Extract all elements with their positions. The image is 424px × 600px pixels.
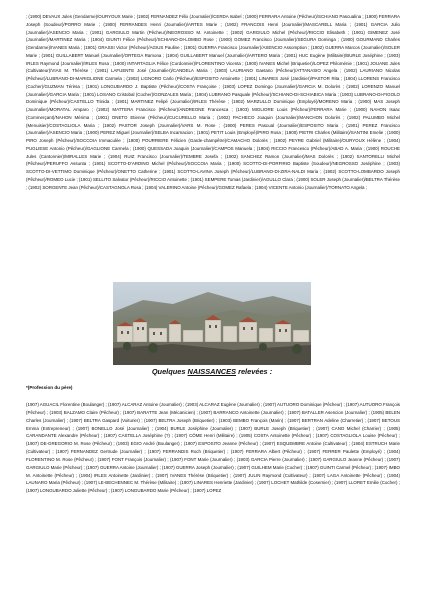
town-photo-illustration [113,282,311,365]
births-list: (1907) AGUACIL Florentine (Boulanger) ; (1907) ALCARAZ Antoine (Journalier) ; (1903) ALCARAZ Eugène (Journalier) ; (1907) AUTUORO Dominique (Pêcheur) ; (1907) AUTUORO François (Pêcheur) ; (1903) BALZAMO Claire (Pêcheur) ; (1907) BARATTE Jean (Mécanicien) ; (1907) BARRANCO Antoinette (Journalier) ; (1907) BATALLER Asencion (Journalier) ; (1905) BELEN Charles (Journalier) ; (1907) BELTRA Gaspard (Voiturier) ; (1907) BELTRA Joseph (Briquetier) ; (1903) BEMBO François (Marin) ; (1907) BERTRAN Adeline (Charretier) ; (1907) BETOUS Emma (Entrepreneur) ; (1907) BONELLO José (Journalier) ; (1904) BURLE Joséphine (Journalier) ; (1907) BURLE Joseph (Briquetier) ; (1907) CANO Michel (Charrier) ; (1905) CARANDANTE Alexandre (Pêcheur) ; (1907) CASTELLA Joséphine (?) ; (1907) CÔME Henri (Militaire) ; (1905) COSTA Antoinette (Pêcheur) ; (1907) COSTAGLIOLA Louise (Pêcheur) ; (1907) DE-GREGORIO M. Rose (Pêcheur) ; (1903) EGIO André (Boulanger) ; (1907) ESPOSITO Jeanne (Pêcheur) ; (1907) ESQUEMBRE Antoine (Cultivateur) ; (1904) ESTRUCH Marie (Cultivateur) ; (1907) FERNANDEZ Gertrude (Journalier) ; (1907) FERRANDIS Roch (Briquetier) ; (1907) FERRARA Albert (Pêcheur) ; (1907) FERRER Paulette (Employé) ; (1904) FLORENTINO M. Rose (Pêcheur) ; (1907) FONT François (Journalier) ; (1907) FONT Marie (Journalier) ; (1903) GARCIA Pierre (Journalier) ; (1907) GARGIULO Jeanne (Pêcheur) ; (1907) GARGIULO Marie (Pêcheur) ; (1907) GUERRA Antoine (Journalier) ; (1907) GUERRA Joseph (Journalier) ; (1907) GUILHEM Marie (Cocher) ; (1907) GUINTI Carmel (Pêcheur) ; (1907) IMBO M. Antoinette (Pêcheur) ; (1904) IRLES Antoinette (Jardinier) ; (1907) IVANES Thérèse (Briquetier) ; (1907) JULIN Raymond (Cultivateur) ; (1907) LAGA Antoinette (Pêcheur) ; (1904) LAUNARO Maria (Pêcheur) ; (1907) LE-BECHENNEC M. Thérèse (Militaire) ; (1907) LINARES Henriette (Jardinier) ; (1907) LOCHET Mathilde (Cosernier) ; (1907) LLORET Emilie (Cocher) ; (1907) LONGUBARDO Juliette (Pêcheur) ; (1907) LONGUBARDO Marie (Pêcheur) ; (1907) LOPEZ [26,402,400,494]
heading-suffix: relevées : [236,367,273,376]
heading-prefix: Quelques [151,367,188,376]
town-photo [113,282,311,365]
births-heading [0,367,424,376]
heading-keyword: NAISSANCES [187,367,237,376]
profession-note: *(Profession du père) [26,385,73,390]
marriages-list: ; (1900) DEVAUX Jules (Gendarme)/OURYOUX Marie ; (1902) FERNANDEZ Félix (Journalier)/CERDA Isabel ; (1900) FERRARA Antoine (Pêcheur)/SCHIANO Pascualina ; (1900) FERRARA Joseph (Soudeur)/PORRO Marie ; (1900) FERRANDES Henri (Journalier)/ARTES Marie ; (1902) FRANCOIS Henri (Journalier)/MASCARELL Maria ; (1901) GARCIA Julio (Journalier)/ASENCIO Maria ; (1901) GARGIULO Martin (Pêcheur)/NEGROSSO M. Antoinette ; (1902) GARGIULO Michel (Pêcheur)/RICCIO Elisabeth ; (1901) GIMENEZ José (Journalier)/MARTINEZ Maria ; (1904) GIUNTI Félice (Pêcheur)/SCHIANO-DI-LOMBO Rose ; (1900) GOMEZ Francisco (Journalier)/SEGURA Dominga ; (1900) GOURMAND Charles (Gendarme)/IVANES Maria ; (1901) GRASSI Victor (Pêcheur)/AGIUS Pauline ; (1901) GUERRA Francisco (Journalier)/ASENCIO Assomption ; (1902) GUERRA Marcos (Journalier)/SOLER Marie ; (1901) GUILLABERT Manuel (Journalier)/ORTEGA Ramona ; (1904) GUILLABERT Manuel (Journalier)/ARTERO Maria ; (1901) HUC Eugène (Militaire)/BURLE Joséphine ; (1903) IRLES Raymond (Journalier)/IRLES Rosa ; (1900) INTARTAGLIA Félice (Cordonnier)/FLORENTINO Vicenta ; (1900) IVANES Michel (Briquetier)/LOPEZ Philoménie ; (1901) JOUANE Jules (Cultivateur)/VIAS M. Thérèse ; (1901) LAFUENTE José (Journalier)/CANDELA Maria ; (1903) LAURIANO Gaetano (Pêcheur)/ATTANASIO Angela ; (1902) LAURIANO Nicolas (Pêcheur)/LUBRANO-DI-MARIGLIONE Carmela ; (1902) LIGNORO Carlo (Pêcheur)/ESPOSITO Antoinette ; (1901) LINARES José (Jardinier)/PASTOR Rita ; (1904) LLORENS Francisco (Cocher)/GUZMAN Térèsa ; (1901) LONGUBARDO J. Baptiste (Pêcheur)/COSTA Françoise ; (1903) LOPEZ Domingo (Journalier)/GARCIA M. Dolorès ; (1902) LORENZO Manuel (Journalier)/GARCIA Maria ; (1901) LOSANO Cristobal (Cocher)/GONZALES Maria ; (1904) LUBRANO Pasquale (Pêcheur)/SCHIANO-DI-SCHIABICA Maria ; (1903) LUBRANO-DI-FIGOLO Dominique (Pêcheur)/CASTELLO Trinida ; (1901) MARTINEZ Felipé (Journalier)/IRLES Thérèse ; (1902) MARZULLO Dominique (Employé)/MORENO Maria ; (1900) MAS Joseph (Journalier)/MORATAL Amparo ; (1902) MATTERA Francisco (Pêcheur)/ANDREONE Francesca ; (1903) MIGLIORE Louis (Pêcheur)/FERRARA Marie ; (1900) NAHON Isaac (Commerçant)/NAHON Mérima ; (1901) ONETO Etienne (Pêcheur)/CUCURELLO Maria ; (1902) PACHECO Joaquin (Journalier)/MANCHON Dolorès ; (1902) PALUMBO Michel (Menuisier)/COSTAGLIOLA Maria ; (1902) PASTOR Joseph (Journalier)/VARS M. Rose ; (1900) PERES Pascual (Journalier)/ESPOSITO Maria ; (1901) PEREZ Francisco (Journalier)/ASENCIO Maria ; (1900) PEREZ Miguel (Journalier)/SELBA Incarnacion ; (1901) PETIT Louis (Employé)/PIRO Rosa ; (1900) PIETRI Charles (Militaire)/SANTINI Emelie ; (1900) PIRO Joseph (Pêcheur)/SOCCOIA Immaculée ; (1900) POURRIERE Félicien (Garde-champêtre)/CAMACHO Dolorès ; (1902) PEYRE Gabriel (Militaire)/OURYOUX Hélène ; (1904) PUGLIESE Antonio (Pêcheur)/GAGLIONE Carmela ; (1900) QUESSADA Joaquin (Journalier)/CAMPOS Manuela ; (1904) RICCIO Francesco (Pêcheur)/ABAD A. Maria ; (1900) ROUCHE Jules (Cantonnier)/MIRALLES Marie ; (1904) RUIZ Francisco (Journalier)/TEMBRE Josefa ; (1902) SANCHEZ Ramon (Journalier)/MAS Dolorès ; (1902) SANTORELLI Michel (Pêcheur)/PERUFFO Assunta ; (1901) SCOTTO-D'ARDINO Michel (Pêcheur)/SOCCOIA Maria ; (1900) SCOTTO-DI-PORFIRIO Baptiste (Soudeur)/NEGROSSO Joséphine ; (1903) SCOTTO-DI-VETTIMO Dominique (Pêcheur)/ONETTO Catherine ; (1901) SCOTTO-LAVINA Joseph (Pêcheur)/LUBRANO-DI-ZIRA-NALDI Maria ; (1902) SCOTTO-LOMBARDO Joseph (Pêcheur)/ROMEO Lucie ; (1901) SELLITO Salvator (Pêcheur)/RICCIO Antoinette ; (1901) SEMPERE Tomas (Jardinier)/AGULLO Clara ; (1900) SOLER Joseph (Journalier)/BELTRA Thérèse ; (1902) SORGENTE Jean (Pêcheur)/CASTAGNOLA Rosa ; (1904) VALERINO Antoine (Pêcheur)/GOMEZ Rafaela ; (1904) VICENTE Antonio (Journalier)/TORNATO Angela ; [26,14,400,190]
